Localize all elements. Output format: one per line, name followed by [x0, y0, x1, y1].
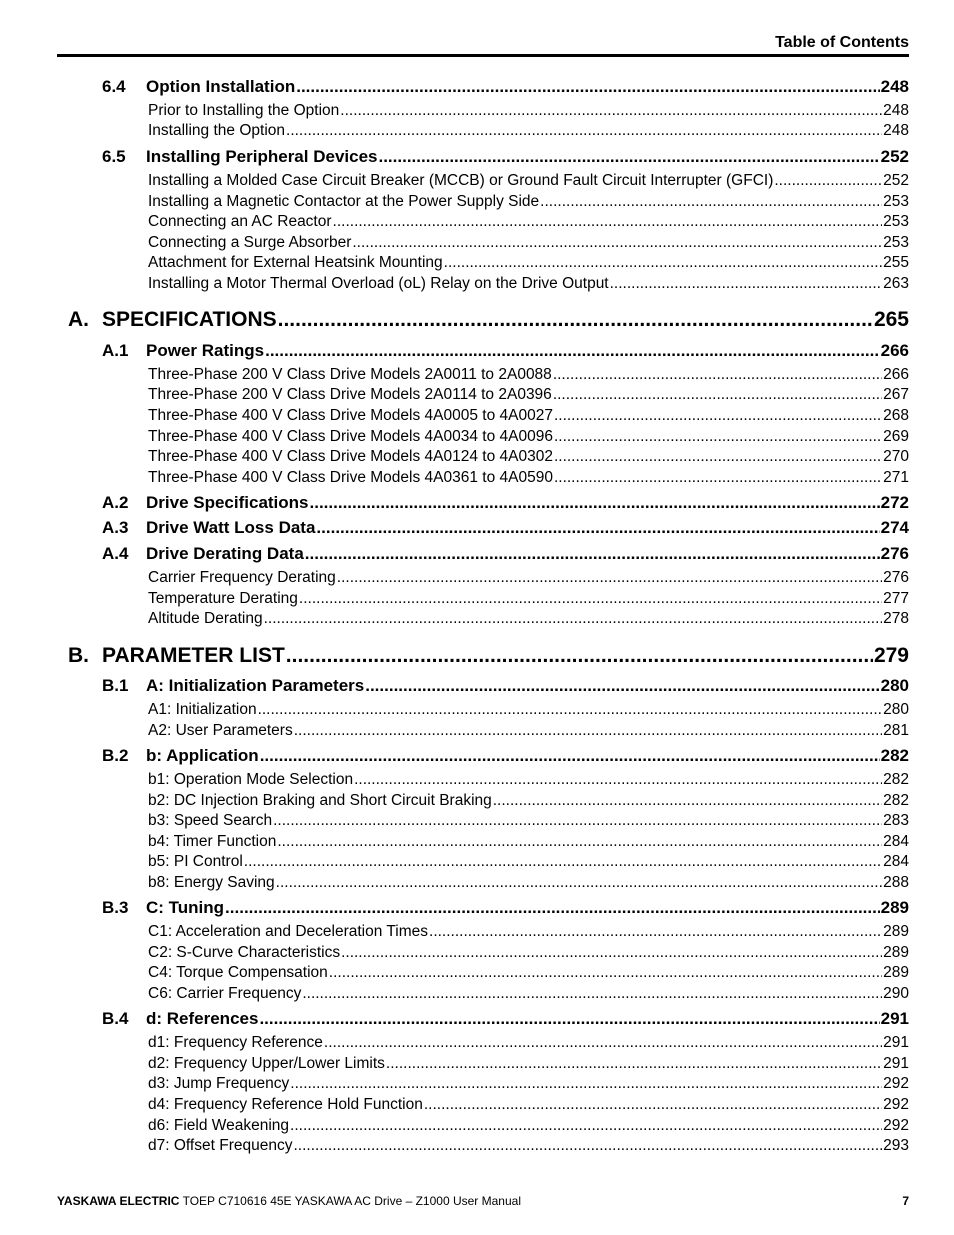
toc-page-number: 291: [883, 1055, 909, 1072]
toc-page-number: 280: [883, 701, 909, 718]
toc-entry-sub[interactable]: [148, 610, 909, 630]
toc-entry-title: [148, 853, 243, 871]
dot-leader: [302, 985, 882, 1003]
toc-page-number: 255: [883, 254, 909, 271]
toc-page-number: 252: [883, 172, 909, 189]
toc-entry-sub[interactable]: [148, 771, 909, 791]
toc-entry-label: Drive Watt Loss Data: [146, 518, 316, 537]
toc-entry-label: Three-Phase 400 V Class Drive Models 4A0361 to 4A0590: [148, 469, 553, 486]
toc-page-number: 281: [883, 722, 909, 739]
toc-entry-label: Carrier Frequency Derating: [148, 569, 336, 586]
toc-entry-label: Attachment for External Heatsink Mounting: [148, 254, 443, 271]
toc-entry-sub[interactable]: [148, 234, 909, 254]
toc-entry-section[interactable]: [102, 77, 909, 99]
toc-page-number: 271: [883, 469, 909, 486]
dot-leader: [276, 874, 882, 892]
toc-entry-label: Installing a Molded Case Circuit Breaker (MCCB) or Ground Fault Circuit Interrupter (GFCI): [148, 172, 774, 189]
toc-entry-title: [148, 569, 336, 587]
page-footer: [57, 1194, 909, 1208]
dot-leader: [365, 676, 879, 696]
toc-page-number: 253: [883, 213, 909, 230]
dot-leader: [329, 964, 882, 982]
toc-entry-label: Temperature Derating: [148, 590, 298, 607]
toc-page-number: 289: [880, 898, 909, 917]
toc-entry-title: [148, 610, 263, 628]
toc-entry-label: A: Initialization Parameters: [146, 676, 365, 695]
dot-leader: [278, 308, 873, 332]
dot-leader: [225, 898, 880, 918]
toc-entry-title: [148, 792, 492, 810]
toc-page-number: 291: [880, 1009, 909, 1028]
toc-entry-title: [148, 701, 257, 719]
toc-entry-label: Three-Phase 400 V Class Drive Models 4A0005 to 4A0027: [148, 407, 553, 424]
toc-page-number: 284: [883, 853, 909, 870]
toc-entry-title: [148, 172, 773, 190]
dot-leader: [286, 122, 882, 140]
toc-page-number: 267: [883, 386, 909, 403]
toc-page-number: 278: [883, 610, 909, 627]
toc-entry-sub[interactable]: [148, 275, 909, 295]
dot-leader: [554, 469, 882, 487]
toc-entry-label: Prior to Installing the Option: [148, 102, 340, 119]
toc-entry-number: B.: [68, 644, 89, 667]
toc-entry-label: C6: Carrier Frequency: [148, 985, 302, 1002]
dot-leader: [305, 544, 880, 564]
toc-entry-label: Drive Derating Data: [146, 544, 304, 563]
dot-leader: [293, 1137, 882, 1155]
dot-leader: [774, 172, 882, 190]
footer-page-number: 7: [902, 1194, 909, 1208]
dot-leader: [554, 448, 882, 466]
page-header-title: Table of Contents: [775, 34, 909, 51]
toc-entry-sub[interactable]: [148, 102, 909, 122]
toc-page-number: 274: [880, 518, 909, 537]
toc-page-number: 268: [883, 407, 909, 424]
toc-entry-title: [148, 1096, 423, 1114]
footer-doc-title: TOEP C710616 45E YASKAWA AC Drive – Z1000 User Manual: [182, 1194, 521, 1208]
toc-entry-title: [148, 985, 301, 1003]
toc-entry-sub[interactable]: [148, 722, 909, 742]
dot-leader: [265, 341, 880, 361]
toc-entry-section[interactable]: [102, 898, 909, 920]
footer-doc-info: [57, 1194, 521, 1208]
dot-leader: [493, 792, 882, 810]
toc-entry-sub[interactable]: [148, 833, 909, 853]
toc-entry-title: [102, 518, 315, 538]
dot-leader: [429, 923, 882, 941]
toc-entry-sub[interactable]: [148, 193, 909, 213]
dot-leader: [540, 193, 882, 211]
toc-entry-label: b1: Operation Mode Selection: [148, 771, 354, 788]
toc-entry-chapter[interactable]: [68, 644, 909, 672]
toc-entry-label: b: Application: [146, 746, 259, 765]
toc-entry-title: [102, 1009, 258, 1029]
toc-entry-label: b5: PI Control: [148, 853, 243, 870]
toc-entry-sub[interactable]: [148, 985, 909, 1005]
toc-page-number: 280: [880, 676, 909, 695]
dot-leader: [259, 1009, 879, 1029]
toc-entry-sub[interactable]: [148, 1075, 909, 1095]
toc-entry-label: Installing a Magnetic Contactor at the Power Supply Side: [148, 193, 540, 210]
toc-entry-sub[interactable]: [148, 172, 909, 192]
footer-brand: YASKAWA ELECTRIC: [57, 1194, 180, 1208]
toc-entry-title: [148, 275, 609, 293]
toc-entry-section[interactable]: [102, 746, 909, 768]
toc-entry-title: [68, 308, 277, 332]
toc-entry-label: Three-Phase 400 V Class Drive Models 4A0124 to 4A0302: [148, 448, 553, 465]
toc-page-number: 277: [883, 590, 909, 607]
toc-entry-title: [148, 812, 272, 830]
toc-entry-label: d: References: [146, 1009, 259, 1028]
toc-entry-sub[interactable]: [148, 122, 909, 142]
dot-leader: [386, 1055, 882, 1073]
toc-page-number: 269: [883, 428, 909, 445]
toc-page-number: 248: [883, 102, 909, 119]
toc-page-number: 263: [883, 275, 909, 292]
toc-page-number: 272: [880, 493, 909, 512]
toc-entry-sub[interactable]: [148, 792, 909, 812]
toc-entry-label: Installing a Motor Thermal Overload (oL) Relay on the Drive Output: [148, 275, 609, 292]
toc-page-number: 284: [883, 833, 909, 850]
dot-leader: [264, 610, 883, 628]
toc-entry-title: [148, 944, 340, 962]
toc-entry-section[interactable]: [102, 544, 909, 566]
toc-entry-title: [148, 428, 553, 446]
toc-page-number: 270: [883, 448, 909, 465]
toc-entry-title: [148, 386, 552, 404]
toc-page-number: 248: [880, 77, 909, 96]
toc-entry-sub[interactable]: [148, 874, 909, 894]
toc-page-number: 289: [883, 944, 909, 961]
toc-entry-title: [148, 448, 553, 466]
toc-entry-title: [148, 213, 332, 231]
dot-leader: [352, 234, 882, 252]
toc-entry-sub[interactable]: [148, 1034, 909, 1054]
toc-entry-sub[interactable]: [148, 1117, 909, 1137]
toc-entry-label: Three-Phase 400 V Class Drive Models 4A0034 to 4A0096: [148, 428, 553, 445]
dot-leader: [341, 944, 882, 962]
toc-entry-label: b8: Energy Saving: [148, 874, 275, 891]
toc-entry-title: [102, 544, 304, 564]
toc-page-number: 288: [883, 874, 909, 891]
toc-page-number: 282: [883, 771, 909, 788]
dot-leader: [260, 746, 880, 766]
toc-entry-sub[interactable]: [148, 1137, 909, 1157]
toc-entry-label: d7: Offset Frequency: [148, 1137, 293, 1154]
toc-page-number: 276: [883, 569, 909, 586]
toc-entry-title: [148, 407, 553, 425]
toc-entry-sub[interactable]: [148, 469, 909, 489]
dot-leader: [286, 644, 873, 668]
toc-entry-number: B.3: [102, 898, 129, 917]
toc-page-number: 276: [880, 544, 909, 563]
toc-entry-number: B.1: [102, 676, 129, 695]
dot-leader: [610, 275, 883, 293]
dot-leader: [378, 147, 879, 167]
toc-entry-label: d2: Frequency Upper/Lower Limits: [148, 1055, 385, 1072]
toc-page-number: 282: [883, 792, 909, 809]
toc-entry-sub[interactable]: [148, 853, 909, 873]
toc-entry-label: Connecting a Surge Absorber: [148, 234, 352, 251]
toc-entry-title: [102, 746, 259, 766]
toc-page-number: 291: [883, 1034, 909, 1051]
toc-entry-sub[interactable]: [148, 1096, 909, 1116]
dot-leader: [294, 722, 882, 740]
toc-entry-title: [148, 1055, 385, 1073]
toc-entry-label: b2: DC Injection Braking and Short Circuit Braking: [148, 792, 492, 809]
toc-page-number: 289: [883, 923, 909, 940]
toc-entry-sub[interactable]: [148, 923, 909, 943]
dot-leader: [244, 853, 882, 871]
toc-entry-sub[interactable]: [148, 964, 909, 984]
dot-leader: [340, 102, 882, 120]
toc-entry-section[interactable]: [102, 493, 909, 515]
toc-entry-sub[interactable]: [148, 590, 909, 610]
dot-leader: [296, 77, 879, 97]
dot-leader: [310, 493, 880, 513]
toc-entry-number: 6.5: [102, 147, 126, 166]
toc-entry-title: [148, 254, 443, 272]
toc-entry-section[interactable]: [102, 1009, 909, 1031]
toc-entry-sub[interactable]: [148, 448, 909, 468]
toc-entry-title: [148, 122, 285, 140]
toc-entry-number: B.2: [102, 746, 129, 765]
toc-entry-title: [102, 341, 264, 361]
dot-leader: [290, 1117, 882, 1135]
toc-entry-sub[interactable]: [148, 701, 909, 721]
toc-entry-title: [102, 676, 364, 696]
toc-page-number: 265: [873, 308, 909, 331]
toc-entry-label: Three-Phase 200 V Class Drive Models 2A0114 to 2A0396: [148, 386, 552, 403]
dot-leader: [273, 812, 882, 830]
dot-leader: [553, 366, 882, 384]
toc-entry-label: b3: Speed Search: [148, 812, 273, 829]
toc-entry-section[interactable]: [102, 518, 909, 540]
toc-entry-title: [102, 898, 224, 918]
toc-entry-sub[interactable]: [148, 386, 909, 406]
dot-leader: [553, 386, 882, 404]
dot-leader: [554, 407, 882, 425]
toc-entry-number: A.2: [102, 493, 129, 512]
toc-page-number: 293: [883, 1137, 909, 1154]
toc-entry-label: C2: S-Curve Characteristics: [148, 944, 341, 961]
toc-entry-label: Option Installation: [146, 77, 296, 96]
dot-leader: [337, 569, 882, 587]
toc-entry-label: C: Tuning: [146, 898, 225, 917]
toc-entry-title: [148, 923, 428, 941]
toc-entry-title: [148, 234, 351, 252]
toc-page-number: 292: [883, 1075, 909, 1092]
toc-entry-sub[interactable]: [148, 428, 909, 448]
toc-entry-number: B.4: [102, 1009, 129, 1028]
toc-entry-sub[interactable]: [148, 569, 909, 589]
toc-entry-chapter[interactable]: [68, 308, 909, 336]
toc-page-number: 282: [880, 746, 909, 765]
toc-entry-label: Drive Specifications: [146, 493, 309, 512]
toc-entry-label: b4: Timer Function: [148, 833, 277, 850]
toc-entry-sub[interactable]: [148, 407, 909, 427]
dot-leader: [354, 771, 882, 789]
toc-entry-section[interactable]: [102, 147, 909, 169]
toc-entry-number: 6.4: [102, 77, 126, 96]
toc-entry-label: d1: Frequency Reference: [148, 1034, 323, 1051]
toc-entry-label: C1: Acceleration and Deceleration Times: [148, 923, 429, 940]
toc-entry-label: Installing the Option: [148, 122, 286, 139]
toc-entry-sub[interactable]: [148, 812, 909, 832]
toc-entry-title: [148, 590, 298, 608]
toc-entry-label: Connecting an AC Reactor: [148, 213, 332, 230]
toc-entry-title: [148, 722, 293, 740]
dot-leader: [424, 1096, 882, 1114]
toc-entry-title: [148, 193, 539, 211]
toc-entry-label: d3: Jump Frequency: [148, 1075, 290, 1092]
toc-entry-label: C4: Torque Compensation: [148, 964, 328, 981]
toc-entry-title: [148, 771, 353, 789]
toc-entry-sub[interactable]: [148, 366, 909, 386]
toc-entry-title: [102, 77, 295, 97]
toc-entry-sub[interactable]: [148, 944, 909, 964]
toc-page-number: 253: [883, 193, 909, 210]
toc-entry-number: A.: [68, 308, 89, 331]
dot-leader: [333, 213, 883, 231]
toc-entry-label: d4: Frequency Reference Hold Function: [148, 1096, 423, 1113]
toc-entry-label: Power Ratings: [146, 341, 265, 360]
toc-entry-label: A2: User Parameters: [148, 722, 293, 739]
toc-page-number: 266: [880, 341, 909, 360]
toc-page-number: 292: [883, 1096, 909, 1113]
toc-entry-number: A.4: [102, 544, 129, 563]
toc-entry-sub[interactable]: [148, 254, 909, 274]
dot-leader: [277, 833, 882, 851]
toc-page-number: 252: [880, 147, 909, 166]
toc-page-number: 248: [883, 122, 909, 139]
header-divider: [57, 54, 909, 57]
toc-page-number: 253: [883, 234, 909, 251]
toc-entry-title: [148, 1137, 292, 1155]
toc-entry-title: [148, 366, 552, 384]
toc-entry-title: [148, 469, 553, 487]
toc-entry-title: [148, 874, 275, 892]
toc-entry-title: [148, 102, 339, 120]
toc-entry-label: A1: Initialization: [148, 701, 257, 718]
toc-entry-label: SPECIFICATIONS: [102, 308, 277, 331]
dot-leader: [444, 254, 882, 272]
toc-entry-label: Altitude Derating: [148, 610, 263, 627]
toc-entry-number: A.3: [102, 518, 129, 537]
dot-leader: [290, 1075, 882, 1093]
toc-entry-title: [102, 493, 309, 513]
toc-entry-label: Three-Phase 200 V Class Drive Models 2A0011 to 2A0088: [148, 366, 552, 383]
dot-leader: [299, 590, 882, 608]
toc-entry-section[interactable]: [102, 341, 909, 363]
toc-entry-title: [148, 1117, 289, 1135]
toc-page-number: 279: [873, 644, 909, 667]
toc-entry-title: [148, 1075, 289, 1093]
toc-entry-label: d6: Field Weakening: [148, 1117, 290, 1134]
toc-entry-sub[interactable]: [148, 1055, 909, 1075]
dot-leader: [554, 428, 882, 446]
toc-page-number: 266: [883, 366, 909, 383]
toc-entry-sub[interactable]: [148, 213, 909, 233]
dot-leader: [316, 518, 879, 538]
toc-page-number: 290: [883, 985, 909, 1002]
toc-entry-section[interactable]: [102, 676, 909, 698]
toc-page-number: 292: [883, 1117, 909, 1134]
toc-page-number: 283: [883, 812, 909, 829]
toc-entry-label: PARAMETER LIST: [102, 644, 285, 667]
dot-leader: [258, 701, 883, 719]
toc-entry-title: [68, 644, 285, 668]
toc-entry-title: [148, 964, 328, 982]
toc-entry-label: Installing Peripheral Devices: [146, 147, 378, 166]
toc-entry-title: [102, 147, 377, 167]
toc-entry-title: [148, 833, 276, 851]
toc-page-number: 289: [883, 964, 909, 981]
dot-leader: [324, 1034, 882, 1052]
toc-entry-number: A.1: [102, 341, 129, 360]
toc-entry-title: [148, 1034, 323, 1052]
